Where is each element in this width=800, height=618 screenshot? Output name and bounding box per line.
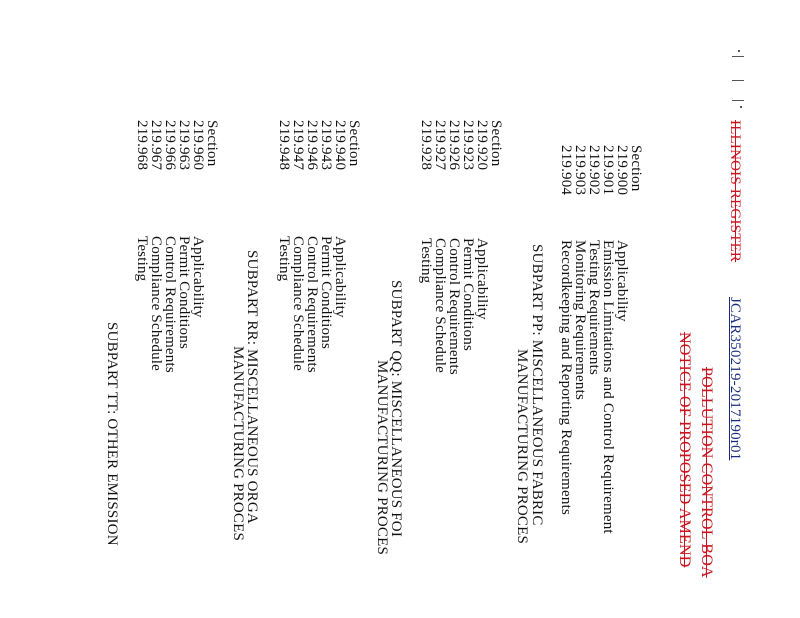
subpart-heading: MANUFACTURING PROCES: [230, 346, 246, 542]
scan-mark: [732, 56, 744, 57]
board-name: POLLUTION CONTROL BOA: [698, 367, 715, 578]
section-column-label: Section: [628, 145, 644, 192]
section-title: Applicability: [190, 236, 206, 318]
notice-title: NOTICE OF PROPOSED AMEND: [676, 332, 693, 568]
section-title: Permit Conditions: [176, 236, 192, 349]
scan-mark: [740, 106, 742, 108]
section-number: 219.946: [304, 120, 320, 171]
section-title: Testing: [418, 238, 434, 284]
section-number: 219.947: [290, 120, 306, 171]
section-number: 219.902: [586, 145, 602, 196]
section-number: 219.963: [176, 120, 192, 171]
section-column-label: Section: [204, 120, 220, 167]
section-title: Compliance Schedule: [148, 236, 164, 372]
section-title: Monitoring Requirements: [572, 240, 588, 400]
scan-mark: [732, 100, 744, 101]
scan-mark: [732, 80, 744, 81]
subpart-heading: SUBPART TT: OTHER EMISSION: [104, 322, 120, 546]
subpart-heading: MANUFACTURING PROCES: [514, 349, 530, 545]
section-number: 219.968: [134, 120, 150, 171]
section-number: 219.920: [474, 120, 490, 171]
register-title: ILLINOIS REGISTER: [727, 120, 743, 263]
section-title: Testing: [134, 236, 150, 282]
section-number: 219.928: [418, 120, 434, 171]
subpart-heading: SUBPART QQ: MISCELLANEOUS FOI: [388, 280, 404, 538]
section-column-label: Section: [488, 120, 504, 167]
section-title: Control Requirements: [304, 236, 320, 373]
subpart-heading: MANUFACTURING PROCES: [374, 360, 390, 556]
subpart-heading: SUBPART RR: MISCELLANEOUS ORGA: [244, 250, 260, 524]
section-number: 219.901: [600, 145, 616, 196]
scan-mark: [738, 50, 740, 52]
section-number: 219.927: [432, 120, 448, 171]
section-title: Permit Conditions: [460, 238, 476, 351]
section-title: Applicability: [332, 236, 348, 318]
subpart-heading: SUBPART PP: MISCELLANEOUS FABRIC: [529, 244, 545, 526]
section-number: 219.967: [148, 120, 164, 171]
section-title: Applicability: [474, 238, 490, 320]
section-title: Control Requirements: [162, 236, 178, 373]
jcar-number: JCAR350219-2017190r01: [727, 297, 743, 461]
section-title: Control Requirements: [446, 238, 462, 375]
section-column-label: Section: [346, 120, 362, 167]
section-number: 219.926: [446, 120, 462, 171]
section-title: Recordkeeping and Reporting Requirements: [558, 240, 574, 516]
section-title: Testing Requirements: [586, 240, 602, 376]
section-number: 219.940: [332, 120, 348, 171]
section-number: 219.900: [614, 145, 630, 196]
section-number: 219.903: [572, 145, 588, 196]
section-number: 219.960: [190, 120, 206, 171]
section-title: Permit Conditions: [318, 236, 334, 349]
section-number: 219.923: [460, 120, 476, 171]
section-number: 219.948: [276, 120, 292, 171]
section-title: Applicability: [614, 240, 630, 322]
section-title: Emission Limitations and Control Requirement: [600, 240, 616, 534]
section-title: Compliance Schedule: [432, 238, 448, 374]
section-title: Compliance Schedule: [290, 236, 306, 372]
section-number: 219.943: [318, 120, 334, 171]
section-number: 219.904: [558, 145, 574, 196]
section-number: 219.966: [162, 120, 178, 171]
section-title: Testing: [276, 236, 292, 282]
